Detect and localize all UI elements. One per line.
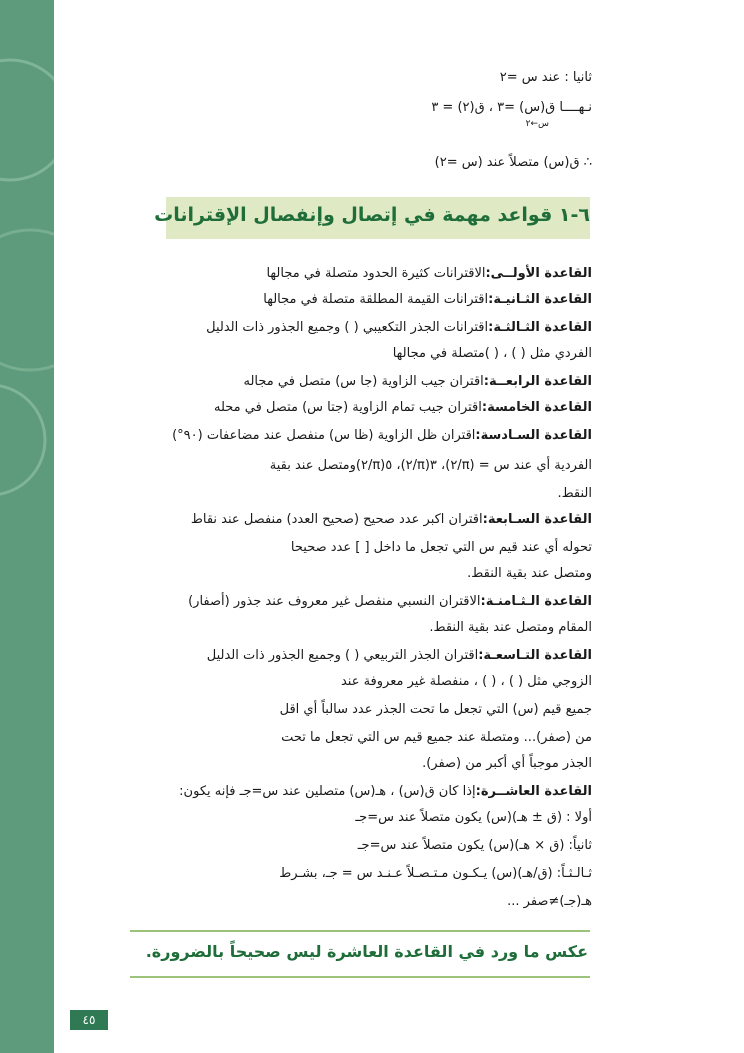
rule-text: الفردي مثل ( ) ، ( )متصلة في مجالها [392,346,592,361]
rule-label: القاعدة الثـالثـة: [488,320,592,335]
line-top-2: نـهــــا ق(س) =٣ ، ق(٢) = ٣ [431,100,592,115]
rule-line [214,400,592,415]
rule-label: القاعدة التـاسعـة: [478,648,592,663]
rule-line [557,486,592,501]
rule-label: القاعدة الخامسة: [481,400,592,415]
rule-line [270,458,592,473]
rule-text: هـ(جـ)≠صفر ... [507,894,592,909]
rule-line [355,810,592,825]
rule-line [280,702,592,717]
rule-line [188,594,592,609]
line-top-3: ∴ ق(س) متصلاً عند (س =٢) [434,155,592,170]
rule-label: القاعدة الثـانيـة: [488,292,592,307]
rule-line [179,784,592,799]
rule-label: القاعدة الأولــى: [485,266,592,281]
rule-line [281,730,592,745]
rule-line [393,346,592,361]
rule-line [467,566,592,581]
rule-text: ثـالـثـاً: (ق/هـ)(س) يـكـون مـتـصـلاً عـنـد س = جـ، بشـرط [279,866,592,881]
rule-text: الاقتران النسبي منفصل غير معروف عند جذور (أصفار) [188,594,481,609]
rule-text: اقتران الجذر التربيعي ( ) وجميع الجذور ذات الدليل [206,648,479,663]
rule-text: اقتران ظل الزاوية (ظا س) منفصل عند مضاعفات (٩٠°) [172,428,476,443]
rule-text: اقترانات الجذر التكعيبي ( ) وجميع الجذور ذات الدليل [206,320,489,335]
rule-text: اقتران جيب تمام الزاوية (جتا س) متصل في محله [214,400,482,415]
rule-text: اقترانات القيمة المطلقة متصلة في مجالها [263,292,489,307]
note-text: عكس ما ورد في القاعدة العاشرة ليس صحيحاً بالضرورة. [145,942,588,961]
rule-line [341,674,592,689]
rule-text: الفردية أي عند س = (π/٢)، ٣(π/٢)، ٥(π/٢)ومتصل عند بقية [269,458,592,473]
line-top-1: ثانيا : عند س =٢ [499,70,592,85]
rule-text: إذا كان ق(س) ، هـ(س) متصلين عند س=جـ فإنه يكون: [179,784,476,799]
rule-label: القاعدة الـثـامنـة: [480,594,592,609]
line-top-2-sub: س←٢ [525,119,549,129]
rule-label: القاعدة السـادسة: [475,428,592,443]
page-number: ٤٥ [70,1010,108,1030]
rule-line [191,512,592,527]
rule-text: النقط. [557,486,592,501]
rule-line [206,320,592,335]
rule-text: الزوجي مثل ( ) ، ( ) ، منفصلة غير معروفة عند [340,674,592,689]
rule-line [266,266,592,281]
rule-text: اقتران اكبر عدد صحيح (صحيح العدد) منفصل عند نقاط [190,512,483,527]
rule-line [507,894,592,909]
rule-text: ثانياً: (ق × هـ)(س) يكون متصلاً عند س=جـ [357,838,592,853]
rule-text: الاقترانات كثيرة الحدود متصلة في مجالها [266,266,486,281]
rule-line [429,620,592,635]
rule-line [207,648,592,663]
rule-text: اقتران جيب الزاوية (جا س) متصل في مجاله [243,374,484,389]
rule-text: أولا : (ق ± هـ)(س) يكون متصلاً عند س=جـ [355,810,592,825]
rule-line [244,374,593,389]
rule-line [422,756,592,771]
rule-text: جميع قيم (س) التي تجعل ما تحت الجذر عدد سالباً أي اقل [279,702,592,717]
rule-line [291,540,592,555]
rule-text: تحوله أي عند قيم س التي تجعل ما داخل [ ] عدد صحيحا [290,540,592,555]
side-decoration [0,0,54,1053]
rule-label: القاعدة الرابعــة: [483,374,592,389]
rule-line [263,292,592,307]
rule-text: ومتصل عند بقية النقط. [467,566,592,581]
rule-label: القاعدة العاشــرة: [475,784,592,799]
rule-line [279,866,592,881]
rule-line [172,428,592,443]
rule-text: الجذر موجباً أي أكبر من (صفر). [422,756,592,771]
section-heading: ٦-١ قواعد مهمة في إتصال وإنفصال الإقترانات [154,204,590,226]
rule-text: من (صفر)... ومتصلة عند جميع قيم س التي تجعل ما تحت [281,730,592,745]
rule-text: المقام ومتصل عند بقية النقط. [429,620,592,635]
rule-label: القاعدة السـابعة: [482,512,592,527]
rule-line [358,838,592,853]
